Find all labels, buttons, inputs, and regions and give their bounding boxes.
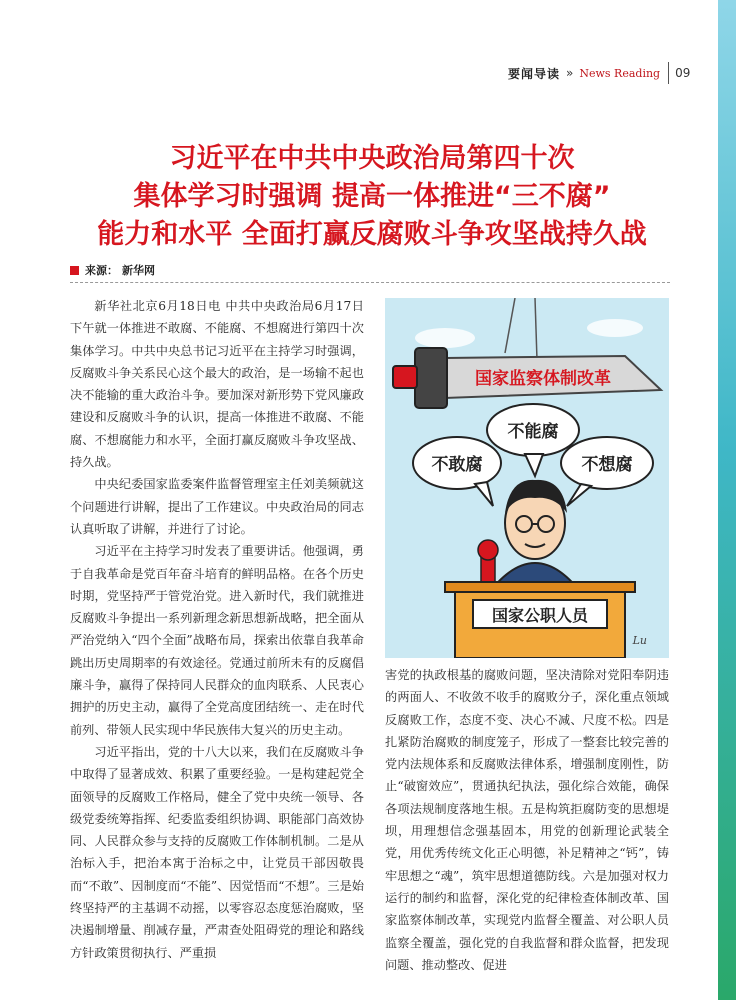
cartoon-illustration — [385, 298, 669, 658]
title-line: 能力和水平 全面打赢反腐败斗争攻坚战持久战 — [97, 219, 647, 250]
red-square-icon — [70, 266, 79, 275]
paragraph: 中央纪委国家监委案件监督管理室主任刘美频就这个问题进行讲解，提出了工作建议。中央政治局的同志认真听取了讲解，并进行了讨论。 — [70, 477, 364, 536]
source-label: 来源： — [85, 264, 118, 277]
bubble-text-right: 不想腐 — [581, 455, 633, 475]
rubber-stamp-icon — [478, 540, 498, 586]
article-column-right — [385, 664, 669, 976]
paragraph: 习近平指出，党的十八大以来，我们在反腐败斗争中取得了显著成效、积累了重要经验。一是构建起党全面领导的反腐败工作格局，健全了党中央统一领导、各级党委统筹指挥、纪委监委组织协调、职能部门高效协同、人民群众参与支持的反腐败工作体制机制。二是从治标入手，把治本寓于治标之中，让党员干部因敬畏而“不敢”、因制度而“不能”、因觉悟而“不想”。三是始终坚持严的主基调不动摇，以零容忍态度惩治腐败，坚决遏制增量、削减存量，严肃查处阻碍党的理论和路线方针政策贯彻执行、严重损 — [70, 744, 364, 960]
title-line: 集体学习时强调 提高一体推进“三不腐” — [133, 181, 611, 212]
source-value: 新华网 — [122, 264, 155, 277]
dashed-divider — [70, 282, 670, 283]
section-title: 要闻导读 — [508, 66, 561, 81]
paragraph: 习近平在主持学习时发表了重要讲话。他强调，勇于自我革命是党百年奋斗培育的鲜明品格。在各个历史时期，党坚持严于管党治党。进入新时代，我们就推进反腐败斗争提出一系列新理念新思想新战略，把全面从严治党纳入“四个全面”战略布局，探索出依靠自我革命跳出历史周期率的有效途径。党通过前所未有的反腐倡廉斗争，赢得了保持同人民群众的血肉联系、人民衷心拥护的历史主动，赢得了全党高度团结统一、走在时代前列、带领人民实现中华民族伟大复兴的历史主动。 — [70, 544, 364, 737]
section-title-english: News Reading — [579, 66, 661, 80]
page-header — [508, 62, 690, 84]
header-divider — [668, 62, 669, 84]
artist-signature: Lu — [632, 634, 647, 647]
bubble-text-top: 不能腐 — [507, 422, 559, 442]
paragraph: 害党的执政根基的腐败问题，坚决清除对党阳奉阴违的两面人、不收敛不收手的腐败分子，深化重点领域反腐败工作，态度不变、决心不减、尺度不松。四是扎紧防治腐败的制度笼子，形成了一整套比较完善的党内法规体系和反腐败法律体系，增强制度刚性，防止“破窗效应”，贯通执纪执法，强化综合效能，确保各项法规制度落地生根。五是构筑拒腐防变的思想堤坝，用理想信念强基固本，用党的创新理论武装全党，用优秀传统文化正心明德，补足精神之“钙”，铸牢思想之“魂”，筑牢思想道德防线。六是加强对权力运行的制约和监督，深化党的纪律检查体制改革、国家监察体制改革，实现党内监督全覆盖、对公职人员监察全覆盖，强化党的自我监督和群众监督，把发现问题、推动整改、促进 — [385, 668, 669, 972]
article-title — [40, 140, 704, 254]
double-chevron-right-icon: » — [566, 66, 574, 80]
cloud-icon — [587, 319, 643, 337]
bubble-text-left: 不敢腐 — [431, 455, 483, 475]
illustration-canvas — [385, 298, 669, 658]
paragraph: 新华社北京6月18日电 中共中央政治局6月17日下午就一体推进不敢腐、不能腐、不想腐进行第四十次集体学习。中共中央总书记习近平在主持学习时强调，反腐败斗争关系民心这个最大的政治，是一场输不起也决不能输的重大政治斗争。要加深对新形势下党风廉政建设和反腐败斗争的认识，提高一体推进不敢腐、不能腐、不想腐能力和水平，全面打赢反腐败斗争攻坚战、持久战。 — [70, 299, 364, 470]
desk-sign-text: 国家公职人员 — [491, 606, 589, 625]
article-column-left — [70, 295, 364, 964]
cloud-icon — [415, 328, 475, 348]
page-number: 09 — [675, 66, 691, 80]
sword-label: 国家监察体制改革 — [475, 369, 611, 389]
title-line: 习近平在中共中央政治局第四十次 — [169, 143, 575, 174]
source-line — [70, 262, 670, 278]
decorative-side-stripe — [718, 0, 736, 1000]
